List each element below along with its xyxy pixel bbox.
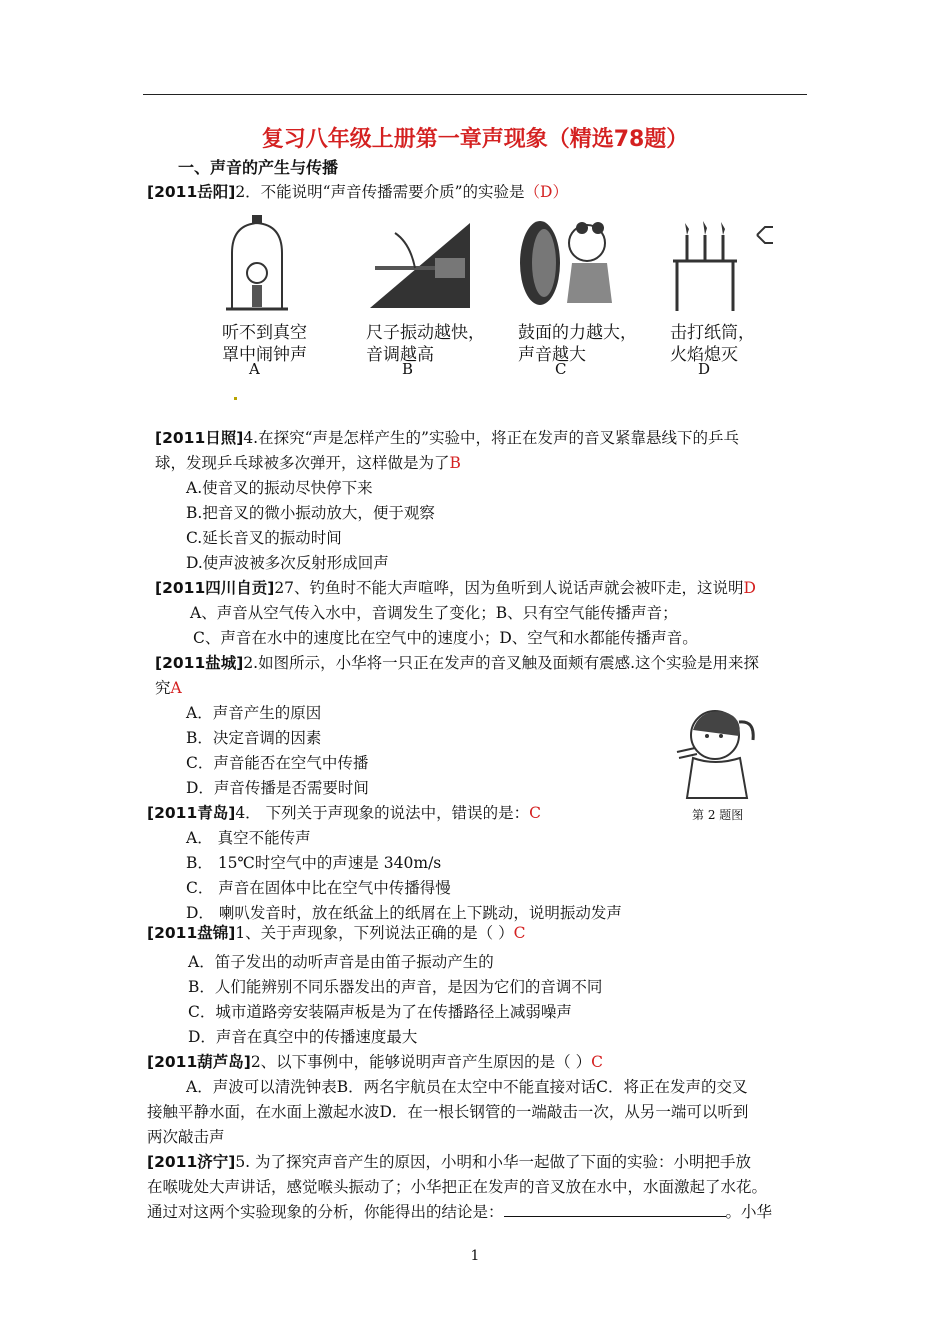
figure-a-caption — [222, 322, 307, 366]
figure-b-letter: B — [402, 360, 414, 378]
bell-jar-figure — [222, 213, 292, 313]
question-7 — [147, 1050, 603, 1072]
figure-a-letter: A — [249, 360, 260, 378]
question-text: 2．不能说明“声音传播需要介质”的实验是 — [235, 183, 525, 201]
question-8-line-3 — [147, 1200, 772, 1222]
caption-line: 声音越大 — [518, 345, 586, 365]
option: A． 真空不能传声 — [186, 829, 311, 847]
caption-line: 听不到真空 — [222, 323, 307, 343]
figure-d-caption — [670, 322, 755, 366]
caption-line: 鼓面的力越大， — [518, 323, 637, 343]
option: C．声音能否在空气中传播 — [186, 754, 369, 772]
option: A．笛子发出的动听声音是由笛子振动产生的 — [188, 953, 494, 971]
option-line: A、声音从空气传入水中，音调发生了变化；B、只有空气能传播声音； — [190, 604, 678, 622]
header-rule — [143, 94, 807, 95]
question-source: [2011盐城] — [155, 654, 244, 672]
figure-c-caption — [518, 322, 637, 366]
paper-tube-figure — [665, 213, 775, 313]
question-4-line-1 — [155, 651, 759, 673]
question-text: 通过对这两个实验现象的分析，你能得出的结论是： — [147, 1203, 504, 1221]
question-3 — [155, 576, 756, 598]
figure-caption: 第 2 题图 — [692, 808, 744, 822]
option: A．声音产生的原因 — [186, 704, 322, 722]
question-source: [2011岳阳] — [147, 183, 236, 201]
caption-line: 击打纸筒， — [670, 323, 755, 343]
answer: （D） — [524, 183, 568, 201]
option: B．决定音调的因素 — [186, 729, 322, 747]
question-source: [2011日照] — [155, 429, 244, 447]
question-source: [2011盘锦] — [147, 924, 236, 942]
question-source: [2011葫芦岛] — [147, 1053, 251, 1071]
option: D． 喇叭发音时，放在纸盆上的纸屑在上下跳动，说明振动发声 — [186, 904, 622, 922]
question-text: 4.在探究“声是怎样产生的”实验中，将正在发声的音叉紧靠悬线下的乒乓 — [243, 429, 739, 447]
question-8-line-2: 在喉咙处大声讲话，感觉喉头振动了；小华把正在发声的音叉放在水中，水面激起了水花。 — [147, 1178, 768, 1196]
caption-line: 音调越高 — [366, 345, 434, 365]
question-2-line-1 — [155, 426, 739, 448]
drum-figure — [512, 213, 627, 313]
option: B． 15℃时空气中的声速是 340m/s — [186, 854, 442, 872]
stray-mark — [234, 397, 237, 400]
girl-tuning-fork-figure — [665, 700, 760, 800]
question-text: 2.如图所示，小华将一只正在发声的音叉触及面颊有震感.这个实验是用来探 — [243, 654, 760, 672]
ruler-figure — [365, 213, 475, 313]
option: C.延长音叉的振动时间 — [186, 529, 342, 547]
question-source: [2011济宁] — [147, 1153, 236, 1171]
question-1 — [147, 180, 568, 202]
option-line: A．声波可以清洗钟表B．两名宇航员在太空中不能直接对话C．将正在发声的交叉 — [186, 1078, 748, 1096]
answer: B — [449, 454, 461, 472]
question-6 — [147, 921, 525, 943]
answer: C — [513, 924, 526, 942]
figure-d-letter: D — [698, 360, 711, 378]
option-line: 两次敲击声 — [147, 1128, 225, 1146]
question-text: 2、以下事例中，能够说明声音产生原因的是（ ） — [250, 1053, 592, 1071]
question-text: 5. 为了探究声音产生的原因，小明和小华一起做了下面的实验：小明把手放 — [235, 1153, 752, 1171]
question-text: 球，发现乒乓球被多次弹开，这样做是为了 — [155, 454, 450, 472]
option: C．城市道路旁安装隔声板是为了在传播路径上减弱噪声 — [188, 1003, 572, 1021]
figure-b-caption — [366, 322, 485, 366]
option: D.使声波被多次反射形成回声 — [186, 554, 389, 572]
question-source: [2011四川自贡] — [155, 579, 275, 597]
question-2-line-2 — [155, 451, 461, 473]
question-source: [2011青岛] — [147, 804, 236, 822]
question-text: 4． 下列关于声现象的说法中，错误的是： — [235, 804, 530, 822]
figure-c-letter: C — [555, 360, 567, 378]
question-text: 1、关于声现象，下列说法正确的是（ ） — [235, 924, 514, 942]
option: B．人们能辨别不同乐器发出的声音，是因为它们的音调不同 — [188, 978, 603, 996]
answer: C — [529, 804, 541, 822]
option: C． 声音在固体中比在空气中传播得慢 — [186, 879, 451, 897]
answer: A — [170, 679, 182, 697]
question-8-line-1 — [147, 1150, 751, 1172]
answer: D — [743, 579, 756, 597]
question-4-line-2 — [155, 676, 182, 698]
page-number: 1 — [470, 1248, 480, 1264]
option: D．声音在真空中的传播速度最大 — [188, 1028, 418, 1046]
answer: C — [591, 1053, 603, 1071]
section-heading: 一、声音的产生与传播 — [178, 158, 339, 177]
option: A.使音叉的振动尽快停下来 — [186, 479, 373, 497]
option: B.把音叉的微小振动放大，便于观察 — [186, 504, 435, 522]
page-title: 复习八年级上册第一章声现象（精选78题） — [261, 127, 689, 152]
answer-blank[interactable] — [504, 1202, 726, 1217]
option: D．声音传播是否需要时间 — [186, 779, 369, 797]
caption-line: 火焰熄灭 — [670, 345, 738, 365]
caption-line: 尺子振动越快， — [366, 323, 485, 343]
question-text: 。小华 — [725, 1203, 773, 1221]
caption-line: 罩中闹钟声 — [222, 345, 307, 365]
question-text: 27、钓鱼时不能大声喧哗，因为鱼听到人说话声就会被吓走，这说明 — [274, 579, 744, 597]
question-5 — [147, 801, 541, 823]
option-line: 接触平静水面，在水面上激起水波D．在一根长钢管的一端敲击一次，从另一端可以听到 — [147, 1103, 749, 1121]
option-line: C、声音在水中的速度比在空气中的速度小；D、空气和水都能传播声音。 — [193, 629, 698, 647]
question-text: 究 — [155, 679, 171, 697]
